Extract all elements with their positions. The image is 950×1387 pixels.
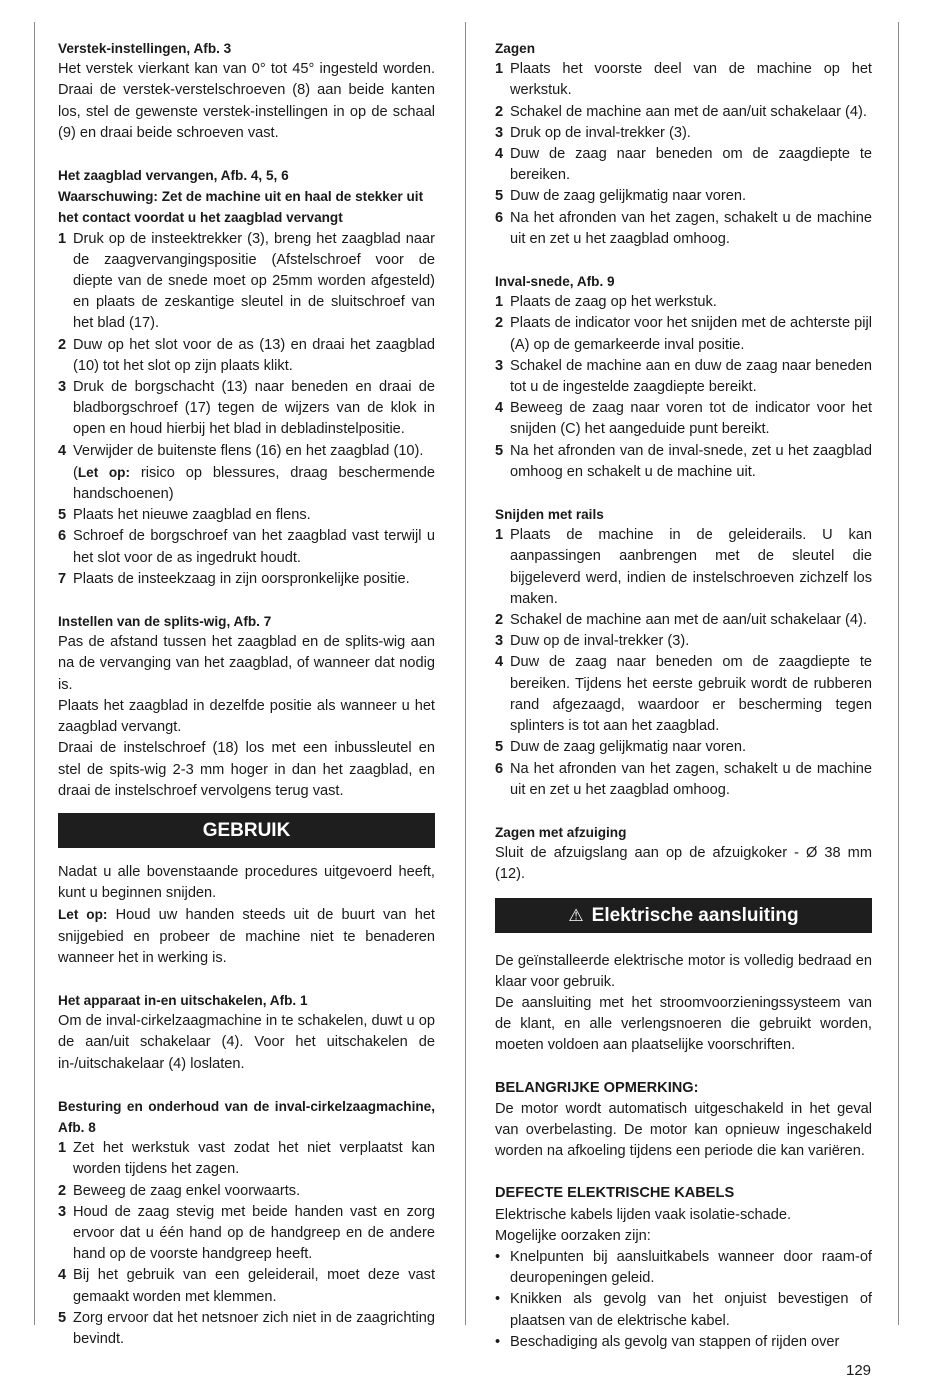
section-title: Snijden met rails <box>495 507 604 523</box>
steps-list <box>58 229 435 590</box>
steps-list <box>495 292 872 483</box>
section-zaagblad-vervangen <box>58 165 435 590</box>
list-item: 5 Plaats het nieuwe zaagblad en flens. <box>58 507 311 524</box>
list-item: • Beschadiging als gevolg van stappen of rijden over <box>495 1332 872 1353</box>
section-title: Het apparaat in-en uitschakelen, Afb. 1 <box>58 992 308 1008</box>
list-item: 1 Zet het werkstuk vast zodat het niet verplaatst kan worden tijdens het zagen. <box>58 1140 435 1178</box>
section-gebruik <box>58 862 435 969</box>
section-title: BELANGRIJKE OPMERKING: <box>495 1079 699 1096</box>
list-item: 1 Druk op de insteektrekker (3), breng het zaagblad naar de zaagvervangingspositie (Afstelschroef voor de diepte van de snede moet op 25mm worden afgesteld) en plaats de zeskantige sleutel in de sluitschroef van het blad (17). <box>58 230 435 332</box>
list-item: 2 Schakel de machine aan met de aan/uit schakelaar (4). <box>495 612 867 629</box>
list-item: 6 Schroef de borgschroef van het zaagblad vast terwijl u het slot voor de as ingedrukt houdt. <box>58 528 435 566</box>
note-label: Let op: <box>58 907 108 923</box>
steps-list <box>495 59 872 250</box>
list-item: 4 Duw de zaag naar beneden om de zaagdiepte te bereiken. Tijdens het eerste gebruik wordt de rubberen rand afgezaagd, waardoor er bescherming tegen splinters is tot aan het zaagblad. <box>495 654 872 735</box>
list-item: 1 Plaats de machine in de geleiderails. U kan aanpassingen aanbrengen met de sleutel die bijgeleverd werd, indien de instelschroeven zichzelf los maken. <box>495 527 872 607</box>
right-column <box>495 38 872 1353</box>
right-border-rule <box>898 22 899 1325</box>
section-title: Verstek-instellingen, Afb. 3 <box>58 41 232 56</box>
bullet-icon: • <box>495 1248 501 1265</box>
section-text: Elektrische kabels lijden vaak isolatie-schade. <box>495 1206 792 1223</box>
elektrische-aansluiting-heading-bar: ⚠ Elektrische aansluiting <box>495 898 872 933</box>
section-text: De aansluiting met het stroomvoorzieningssysteem van de klant, en alle verlengsnoeren die gebruikt worden, moeten voldoen aan plaatselijke voorschriften. <box>495 994 872 1054</box>
section-schakelen <box>58 990 435 1075</box>
bullet-list <box>495 1247 872 1353</box>
list-item: 2 Duw op het slot voor de as (13) en draai het zaagblad (10) tot het slot op zijn plaats klikt. <box>58 336 435 374</box>
section-text: Pas de afstand tussen het zaagblad en de splits-wig aan na de vervanging van het zaagblad, of wanneer dat nodig is. <box>58 634 435 693</box>
left-border-rule <box>34 22 35 1325</box>
list-item: 6 Na het afronden van het zagen, schakelt u de machine uit en zet u het zaagblad omhoog. <box>495 209 872 247</box>
steps-list <box>495 525 872 801</box>
list-item: 5 Duw de zaag gelijkmatig naar voren. <box>495 739 747 756</box>
section-snijden-met-rails <box>495 504 872 801</box>
section-splits-wig <box>58 611 435 802</box>
steps-list <box>58 1138 435 1350</box>
section-besturing <box>58 1096 435 1350</box>
list-item: 1 Plaats de zaag op het werkstuk. <box>495 294 717 311</box>
list-item: 7 Plaats de insteekzaag in zijn oorspronkelijke positie. <box>58 570 410 587</box>
section-text: De geïnstalleerde elektrische motor is volledig bedraad en klaar voor gebruik. <box>495 952 872 990</box>
list-item: 3 Schakel de machine aan en duw de zaag naar beneden tot u de ingestelde zaagdiepte bereikt. <box>495 357 872 396</box>
list-item: 5 Zorg ervoor dat het netsnoer zich niet in de zaagrichting bevindt. <box>58 1309 435 1347</box>
section-inval-snede <box>495 271 872 483</box>
section-zagen <box>495 38 872 250</box>
list-item: 2 Beweeg de zaag enkel voorwaarts. <box>58 1182 301 1199</box>
list-item: 4 Duw de zaag naar beneden om de zaagdiepte te bereiken. <box>495 146 872 184</box>
section-zagen-met-afzuiging <box>495 822 872 886</box>
section-verstek <box>58 38 435 144</box>
section-elektrische-aansluiting <box>495 951 872 1057</box>
section-text: Mogelijke oorzaken zijn: <box>495 1227 651 1244</box>
section-title: DEFECTE ELEKTRISCHE KABELS <box>495 1185 735 1202</box>
note-label: Let op: <box>77 464 130 480</box>
bullet-icon: • <box>495 1333 501 1350</box>
section-title: Het zaagblad vervangen, Afb. 4, 5, 6 <box>58 168 289 184</box>
list-item: 1 Plaats het voorste deel van de machine op het werkstuk. <box>495 61 872 99</box>
note-text: Let op: Houd uw handen steeds uit de buurt van het snijgebied en probeer de machine niet te benaderen wanneer het in werking is. <box>58 907 435 966</box>
section-title: Instellen van de splits-wig, Afb. 7 <box>58 614 272 630</box>
section-belangrijke-opmerking <box>495 1078 872 1163</box>
section-title: Zagen <box>495 41 536 56</box>
list-item: 2 Plaats de indicator voor het snijden met de achterste pijl (A) op de gemarkeerde inval positie. <box>495 315 872 353</box>
bullet-icon: • <box>495 1291 501 1308</box>
list-item: 3 Druk de borgschacht (13) naar beneden en draai de bladborgschroef (17) tegen de wijzers van de klok in open en houd hierbij het blad in debladinstelpositie. <box>58 379 435 438</box>
section-text: Plaats het zaagblad in dezelfde positie als wanneer u het zaagblad vervangt. <box>58 697 435 736</box>
section-text: Het verstek vierkant kan van 0° tot 45° ingesteld worden. Draai de verstek-verstelschroeven (8) aan beide kanten los, stel de gewenste verstek-instellingen in op de schaal (9) en draai beide schroeven vast. <box>58 61 435 141</box>
section-text: Draai de instelschroef (18) los met een inbussleutel en stel de spits-wig 2-3 mm hoger in dan het zaagblad, en draai de instelschroef vervolgens terug vast. <box>58 740 435 799</box>
gebruik-heading-bar: GEBRUIK <box>58 813 435 848</box>
left-column <box>58 38 435 1350</box>
list-item: 3 Druk op de inval-trekker (3). <box>495 124 691 141</box>
list-item: 3 Duw op de inval-trekker (3). <box>495 633 690 650</box>
page-number: 129 <box>846 1362 872 1379</box>
section-text: De motor wordt automatisch uitgeschakeld in het geval van overbelasting. De motor kan opnieuw ingeschakeld worden na afkoeling tijdens een periode die kan variëren. <box>495 1100 872 1160</box>
section-text: Sluit de afzuigslang aan op de afzuigkoker - Ø 38 mm (12). <box>495 845 872 883</box>
list-item: • Knelpunten bij aansluitkabels wanneer door raam-of deuropeningen geleid. <box>495 1248 872 1287</box>
column-divider-rule <box>465 22 466 1325</box>
section-text: Om de inval-cirkelzaagmachine in te schakelen, duwt u op de aan/uit schakelaar (4). Voor het uitschakelen de in-/uitschakelaar (4) loslaten. <box>58 1013 435 1072</box>
section-text: Nadat u alle bovenstaande procedures uitgevoerd heeft, kunt u beginnen snijden. <box>58 863 435 902</box>
list-item: 5 Duw de zaag gelijkmatig naar voren. <box>495 188 747 205</box>
warning-text: Waarschuwing: Zet de machine uit en haal de stekker uit het contact voordat u het zaagblad vervangt <box>58 189 424 226</box>
section-title: Inval-snede, Afb. 9 <box>495 274 615 290</box>
list-item: 3 Houd de zaag stevig met beide handen vast en zorg ervoor dat u één hand op de handgreep en de andere hand op de voorste handgreep heeft. <box>58 1203 435 1263</box>
section-defecte-kabels <box>495 1183 872 1353</box>
section-title: Zagen met afzuiging <box>495 824 627 840</box>
warning-triangle-icon: ⚠ <box>568 905 584 925</box>
section-title: Besturing en onderhoud van de inval-cirkelzaagmachine, Afb. 8 <box>58 1098 435 1135</box>
list-item: 4 Bij het gebruik van een geleiderail, moet deze vast gemaakt worden met klemmen. <box>58 1267 435 1305</box>
list-item: 4 Beweeg de zaag naar voren tot de indicator voor het snijden (C) het aangeduide punt bereikt. <box>495 400 872 438</box>
list-item: • Knikken als gevolg van het onjuist bevestigen of plaatsen van de elektrische kabel. <box>495 1291 872 1329</box>
list-item: 6 Na het afronden van het zagen, schakelt u de machine uit en zet u het zaagblad omhoog. <box>495 760 872 798</box>
list-item: 5 Na het afronden van de inval-snede, zet u het zaagblad omhoog en schakelt u de machine uit. <box>495 442 872 480</box>
list-item: 2 Schakel de machine aan met de aan/uit schakelaar (4). <box>495 103 867 120</box>
list-item: 4 Verwijder de buitenste flens (16) en het zaagblad (10). (Let op: risico op blessures, draag beschermende handschoenen) <box>58 442 435 503</box>
